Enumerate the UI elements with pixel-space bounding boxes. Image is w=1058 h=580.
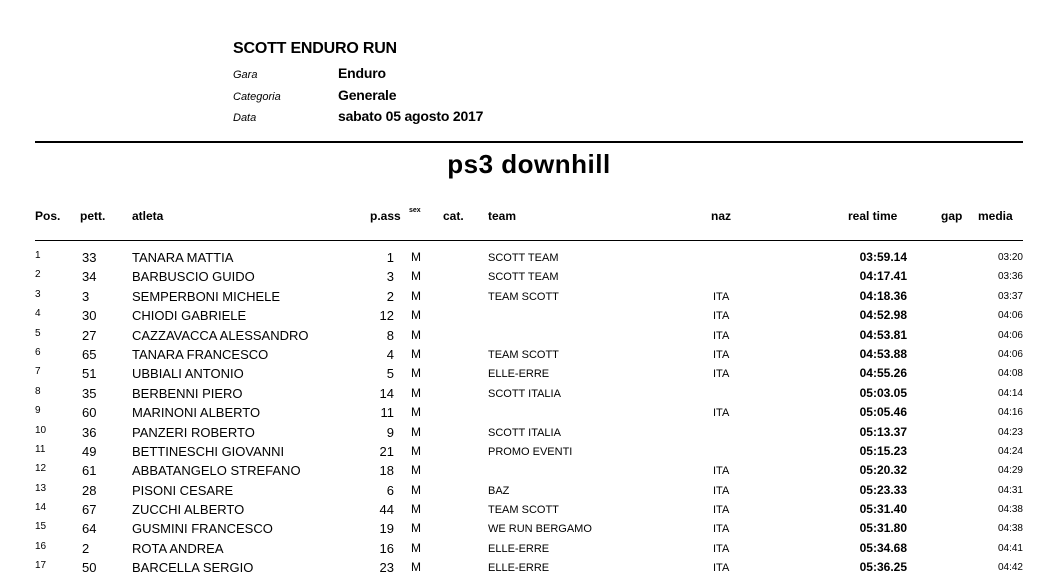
col-header-pass: p.ass [370,209,401,223]
cell-pass: 19 [379,521,394,537]
cell-real-time: 04:52.98 [859,308,907,323]
cell-pos: 9 [35,405,41,417]
cell-sex: M [411,540,421,555]
cell-team: SCOTT TEAM [488,271,559,284]
cell-atleta: GUSMINI FRANCESCO [132,521,273,537]
cell-media: 04:38 [997,523,1023,535]
cell-media: 04:42 [997,562,1023,574]
cell-pass: 8 [386,327,394,343]
cell-pass: 11 [380,405,394,421]
cell-atleta: UBBIALI ANTONIO [132,366,244,382]
meta-value-categoria: Generale [338,87,397,103]
cell-pass: 18 [379,463,394,479]
cell-media: 03:20 [997,252,1023,263]
cell-sex: M [411,405,421,420]
cell-real-time: 05:15.23 [859,443,907,458]
cell-pett: 30 [82,308,97,324]
cell-sex: M [411,385,421,400]
cell-sex: M [411,482,421,497]
cell-pos: 7 [35,366,41,378]
col-header-sex: sex [409,207,421,214]
cell-team: TEAM SCOTT [488,348,559,361]
top-divider [35,141,1023,143]
cell-naz: ITA [713,465,730,478]
cell-sex: M [411,327,421,342]
cell-naz: ITA [713,368,730,381]
table-row [0,402,1058,421]
cell-media: 04:38 [997,504,1023,516]
cell-real-time: 05:20.32 [859,463,907,478]
table-row [0,422,1058,441]
table-row [0,247,1058,266]
cell-atleta: BARCELLA SERGIO [132,560,254,576]
cell-pett: 27 [82,327,97,343]
cell-atleta: TANARA FRANCESCO [132,346,269,362]
cell-sex: M [411,250,421,264]
meta-value-gara: Enduro [338,65,386,81]
cell-pass: 12 [379,308,394,324]
cell-pos: 3 [35,288,41,300]
cell-pos: 10 [35,424,47,436]
col-header-media: media [978,209,1013,223]
cell-pett: 28 [82,482,97,498]
cell-pass: 2 [386,288,394,304]
meta-value-data: sabato 05 agosto 2017 [338,108,484,124]
cell-sex: M [411,366,421,381]
cell-real-time: 04:55.26 [859,366,907,381]
cell-naz: ITA [713,329,730,342]
col-header-pos: Pos. [35,209,61,223]
cell-pos: 15 [35,521,47,533]
table-row [0,460,1058,479]
cell-pos: 2 [35,269,41,281]
cell-sex: M [411,424,421,439]
col-header-cat: cat. [443,209,464,223]
cell-team: SCOTT ITALIA [488,426,561,439]
header-divider [35,240,1023,241]
cell-sex: M [411,560,421,575]
cell-naz: ITA [713,504,730,517]
table-row [0,325,1058,344]
cell-pett: 64 [82,521,97,537]
cell-pett: 60 [82,405,97,421]
cell-pett: 34 [82,269,97,285]
cell-sex: M [411,521,421,536]
cell-pass: 16 [379,540,394,556]
cell-real-time: 04:53.81 [859,327,907,342]
cell-atleta: CAZZAVACCA ALESSANDRO [132,327,309,343]
cell-pett: 2 [82,540,90,556]
cell-sex: M [411,269,421,284]
cell-team: TEAM SCOTT [488,290,559,303]
stage-title: ps3 downhill [447,149,611,179]
cell-sex: M [411,346,421,361]
cell-team: ELLE-ERRE [488,368,550,381]
cell-pett: 51 [82,366,97,382]
event-title: SCOTT ENDURO RUN [233,40,397,57]
cell-real-time: 04:17.41 [859,269,907,284]
cell-naz: ITA [713,310,730,323]
cell-pos: 17 [35,560,47,572]
cell-pass: 3 [386,269,394,285]
cell-pass: 44 [379,502,394,518]
cell-naz: ITA [713,484,730,497]
cell-real-time: 05:23.33 [859,482,907,497]
table-row [0,441,1058,460]
cell-atleta: SEMPERBONI MICHELE [132,288,281,304]
cell-pett: 65 [82,346,97,362]
meta-label-gara: Gara [233,69,258,81]
cell-real-time: 05:03.05 [859,385,907,400]
col-header-atleta: atleta [132,209,164,223]
cell-media: 03:37 [997,290,1023,302]
cell-pass: 21 [379,443,394,459]
cell-pett: 35 [82,385,97,401]
cell-media: 04:06 [997,348,1023,360]
col-header-real-time: real time [848,209,898,223]
cell-pass: 6 [386,482,394,498]
cell-team: ELLE-ERRE [488,562,550,575]
cell-real-time: 03:59.14 [859,250,907,264]
results-table [0,247,1058,577]
cell-pass: 5 [386,366,394,382]
cell-pos: 16 [35,540,47,552]
cell-atleta: ZUCCHI ALBERTO [132,502,245,518]
cell-pass: 23 [379,560,394,576]
cell-pett: 36 [82,424,97,440]
cell-real-time: 05:36.25 [859,560,907,575]
cell-team: SCOTT ITALIA [488,387,561,400]
cell-team: SCOTT TEAM [488,252,559,264]
cell-pos: 14 [35,502,47,514]
cell-pos: 11 [35,443,46,455]
cell-media: 04:29 [997,465,1023,477]
cell-naz: ITA [713,407,730,420]
cell-atleta: PANZERI ROBERTO [132,424,255,440]
cell-team: ELLE-ERRE [488,542,550,555]
cell-atleta: ROTA ANDREA [132,540,224,556]
cell-atleta: MARINONI ALBERTO [132,405,261,421]
table-row [0,557,1058,576]
col-header-gap: gap [941,209,963,223]
table-row [0,518,1058,537]
cell-media: 04:23 [997,426,1023,438]
col-header-pett: pett. [80,209,106,223]
cell-pett: 49 [82,443,97,459]
cell-pos: 12 [35,463,47,475]
table-row [0,305,1058,324]
cell-team: BAZ [488,484,510,497]
cell-team: TEAM SCOTT [488,504,559,517]
cell-media: 04:08 [997,368,1023,380]
cell-naz: ITA [713,523,730,536]
cell-sex: M [411,502,421,517]
table-row [0,383,1058,402]
cell-team: PROMO EVENTI [488,445,573,458]
cell-media: 04:06 [997,310,1023,322]
cell-pett: 67 [82,502,97,518]
cell-media: 04:14 [997,387,1023,399]
cell-atleta: CHIODI GABRIELE [132,308,247,324]
cell-media: 03:36 [997,271,1023,283]
cell-pass: 1 [386,250,394,265]
col-header-team: team [488,209,517,223]
table-row [0,480,1058,499]
table-row [0,499,1058,518]
table-row [0,344,1058,363]
cell-real-time: 05:13.37 [859,424,907,439]
table-row [0,538,1058,557]
cell-naz: ITA [713,562,730,575]
cell-pos: 5 [35,327,41,339]
cell-pass: 4 [386,346,394,362]
cell-pett: 33 [82,250,97,265]
cell-pos: 13 [35,482,47,494]
cell-pett: 61 [82,463,97,479]
cell-naz: ITA [713,542,730,555]
cell-pos: 8 [35,385,41,397]
cell-sex: M [411,308,421,323]
cell-team: WE RUN BERGAMO [488,523,592,536]
cell-pos: 1 [35,250,41,261]
cell-media: 04:31 [997,484,1023,496]
cell-real-time: 05:31.80 [859,521,907,536]
cell-media: 04:41 [997,542,1023,554]
cell-atleta: BERBENNI PIERO [132,385,243,401]
table-row [0,266,1058,285]
cell-naz: ITA [713,348,730,361]
cell-atleta: PISONI CESARE [132,482,234,498]
cell-sex: M [411,443,421,458]
cell-pett: 3 [82,288,90,304]
cell-real-time: 04:18.36 [859,288,907,303]
cell-pos: 6 [35,346,41,358]
meta-label-categoria: Categoria [233,91,281,103]
cell-atleta: TANARA MATTIA [132,250,234,265]
table-row [0,363,1058,382]
cell-media: 04:24 [997,445,1023,457]
cell-pett: 50 [82,560,97,576]
cell-sex: M [411,463,421,478]
cell-real-time: 05:05.46 [859,405,907,420]
cell-pos: 4 [35,308,41,320]
col-header-naz: naz [711,209,732,223]
cell-atleta: BETTINESCHI GIOVANNI [132,443,285,459]
table-row [0,286,1058,305]
cell-pass: 9 [386,424,394,440]
cell-real-time: 05:31.40 [859,502,907,517]
cell-media: 04:06 [997,329,1023,341]
cell-real-time: 05:34.68 [859,540,907,555]
cell-atleta: BARBUSCIO GUIDO [132,269,255,285]
cell-sex: M [411,288,421,303]
cell-pass: 14 [379,385,394,401]
cell-real-time: 04:53.88 [859,346,907,361]
meta-label-data: Data [233,112,257,124]
cell-naz: ITA [713,290,730,303]
cell-atleta: ABBATANGELO STREFANO [132,463,301,479]
cell-media: 04:16 [997,407,1023,419]
